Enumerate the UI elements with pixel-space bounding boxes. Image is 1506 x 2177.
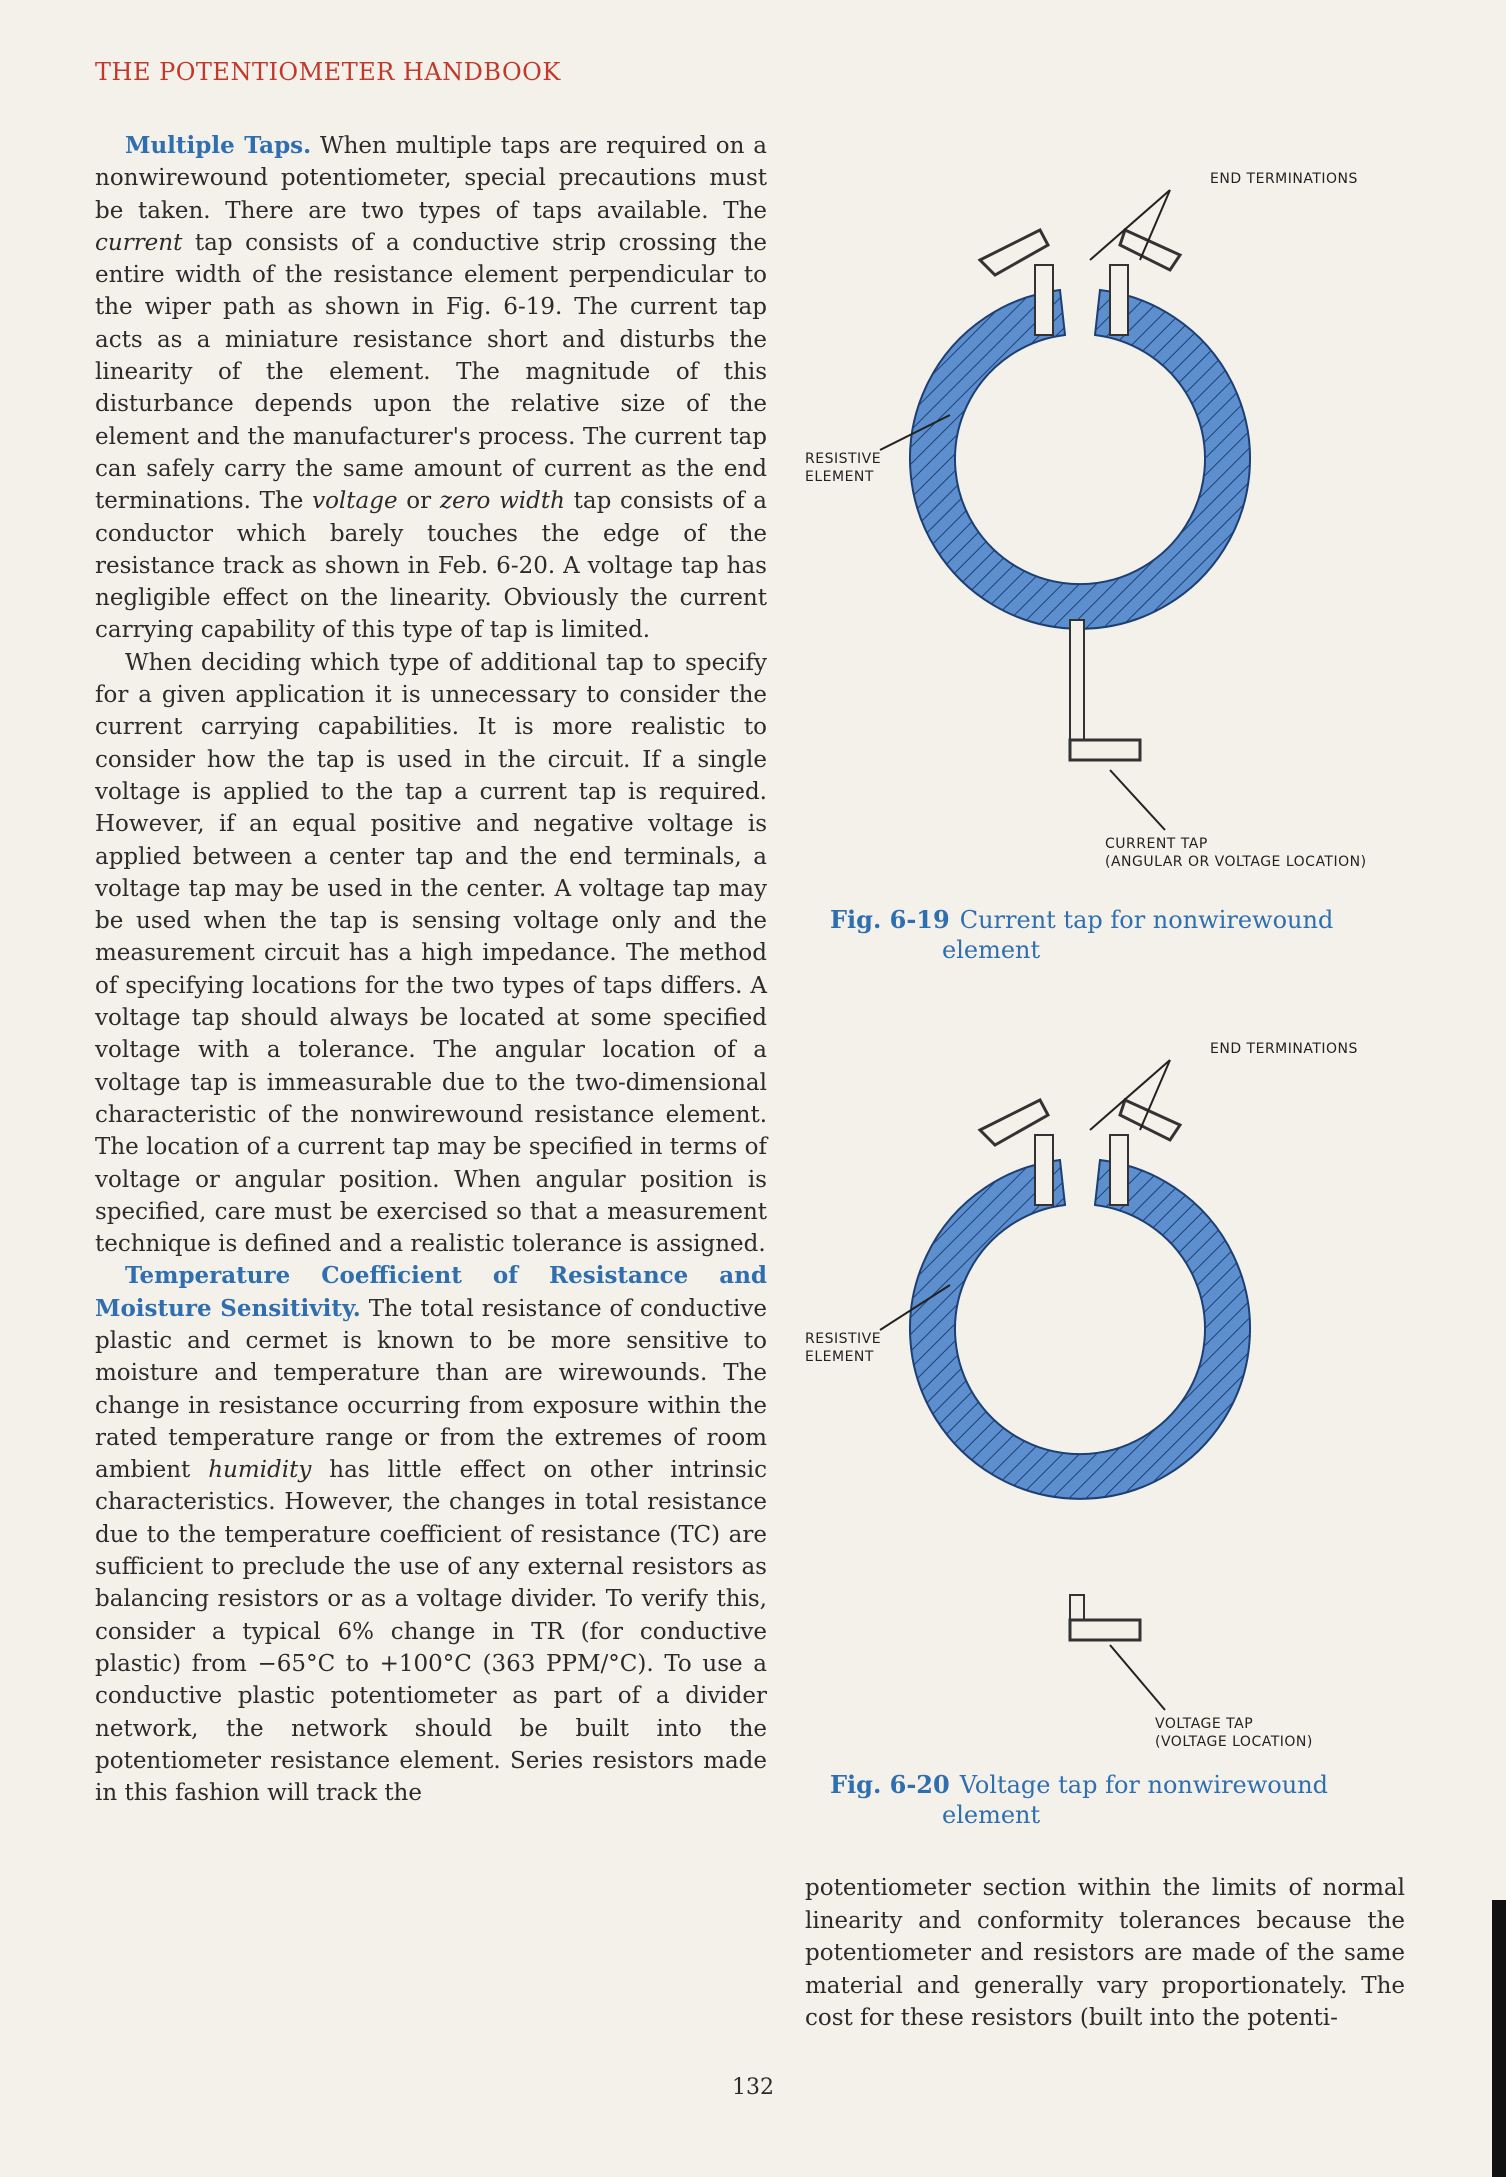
caption-text: element bbox=[942, 1801, 1041, 1829]
current-tap-strip bbox=[1070, 620, 1140, 760]
left-column bbox=[95, 130, 767, 1809]
current-tap-diagram bbox=[780, 170, 1400, 950]
caption-fig-6-20 bbox=[830, 1770, 1390, 1830]
right-column bbox=[805, 1872, 1405, 2035]
text-run: or bbox=[406, 488, 432, 515]
figure-number: Fig. 6-20 bbox=[830, 1770, 950, 1799]
heading-multiple-taps: Multiple Taps. bbox=[125, 132, 312, 159]
label-resistive-element bbox=[805, 450, 881, 486]
label-line: ELEMENT bbox=[805, 469, 874, 485]
caption-fig-6-19 bbox=[830, 905, 1390, 965]
label-line: ELEMENT bbox=[805, 1349, 874, 1365]
label-end-terminations: END TERMINATIONS bbox=[1210, 171, 1358, 187]
emphasis-voltage: voltage bbox=[312, 488, 398, 515]
label-line: (VOLTAGE LOCATION) bbox=[1155, 1734, 1313, 1750]
caption-text: element bbox=[942, 936, 1041, 964]
leader-line bbox=[1110, 1645, 1165, 1710]
label-voltage-tap bbox=[1155, 1715, 1313, 1751]
emphasis-current: current bbox=[95, 229, 183, 256]
text-run: When multiple taps are required on a nonwirewound potentiometer, special precautions must be taken. There are two types of taps available. The bbox=[95, 133, 767, 224]
page-number: 132 bbox=[732, 2075, 774, 2100]
paragraph-multiple-taps bbox=[95, 130, 767, 647]
page-edge-shadow bbox=[1492, 1900, 1506, 2177]
resistive-ring bbox=[910, 270, 1250, 629]
emphasis-humidity: humidity bbox=[208, 1457, 312, 1484]
text-run: has little effect on other intrinsic characteristics. However, the changes in total resistance due to the temperature coefficient of resistance (TC) are sufficient to preclude the use of any external resistors as balancing resistors or as a voltage divider. To verify this, consider a typical 6% change in TR (for conductive plastic) from −65°C to +100°C (363 PPM/°C). To use a conductive plastic potentiometer as part of a divider network, the network should be built into the potentiometer resistance element. Series resistors made in this fashion will track the bbox=[95, 1457, 767, 1807]
label-line: (ANGULAR OR VOLTAGE LOCATION) bbox=[1105, 854, 1367, 870]
resistive-ring bbox=[910, 1140, 1250, 1499]
paragraph-choosing-tap: When deciding which type of additional tap to specify for a given application it is unnecessary to consider the current carrying capabilities. It is more realistic to consider how the tap is used in the circuit. If a single voltage is applied to the tap a current tap is required. However, if an equal positive and negative voltage is applied between a center tap and the end terminals, a voltage tap may be used in the center. A voltage tap may be used when the tap is sensing voltage only and the measurement circuit has a high impedance. The method of specifying locations for the two types of taps differs. A voltage tap should always be located at some specified voltage with a tolerance. The angular location of a voltage tap is immeasurable due to the two-dimensional characteristic of the nonwirewound resistance element. The location of a current tap may be specified in terms of voltage or angular position. When angular position is specified, care must be exercised so that a measurement technique is defined and a realistic tolerance is assigned. bbox=[95, 649, 767, 1258]
label-line: VOLTAGE TAP bbox=[1155, 1716, 1254, 1732]
label-line: CURRENT TAP bbox=[1105, 836, 1208, 852]
figure-number: Fig. 6-19 bbox=[830, 905, 950, 934]
figure-current-tap bbox=[780, 170, 1400, 1010]
leader-line bbox=[1110, 770, 1165, 830]
paragraph-continuation: potentiometer section within the limits of normal linearity and conformity tolerances because the potentiometer and resistors are made of the same material and generally vary proportionately. The cost for these resistors (built into the potenti- bbox=[805, 1875, 1405, 2031]
label-resistive-element bbox=[805, 1330, 881, 1366]
text-run: The total resistance of conductive plastic and cermet is known to be more sensitive to moisture and temperature than are wirewounds. The change in resistance occurring from exposure within the rated temperature range or from the extremes of room ambient bbox=[95, 1295, 768, 1484]
label-line: RESISTIVE bbox=[805, 1331, 882, 1347]
running-head: THE POTENTIOMETER HANDBOOK bbox=[95, 58, 561, 86]
emphasis-zero-width: zero width bbox=[439, 488, 565, 515]
caption-text: Current tap for nonwirewound bbox=[959, 906, 1334, 934]
label-current-tap bbox=[1105, 835, 1367, 871]
heading-temperature: Temperature Coefficient of Resistance and Moisture Sensitivity. bbox=[95, 1262, 767, 1322]
label-end-terminations: END TERMINATIONS bbox=[1210, 1041, 1358, 1057]
caption-text: Voltage tap for nonwirewound bbox=[959, 1771, 1329, 1799]
paragraph-temperature bbox=[95, 1260, 767, 1809]
voltage-tap-diagram bbox=[780, 1040, 1400, 1800]
text-run: tap consists of a conductor which barely touches the edge of the resistance track as shown in Feb. 6-20. A voltage tap has negligible effect on the linearity. Obviously the current carrying capability of this type of tap is limited. bbox=[95, 488, 768, 644]
text-run: tap consists of a conductive strip crossing the entire width of the resistance element perpendicular to the wiper path as shown in Fig. 6-19. The current tap acts as a miniature resistance short and disturbs the linearity of the element. The magnitude of this disturbance depends upon the relative size of the element and the manufacturer's process. The current tap can safely carry the same amount of current as the end terminations. The bbox=[95, 229, 768, 515]
label-line: RESISTIVE bbox=[805, 451, 882, 467]
voltage-tap-contact bbox=[1070, 1595, 1140, 1640]
